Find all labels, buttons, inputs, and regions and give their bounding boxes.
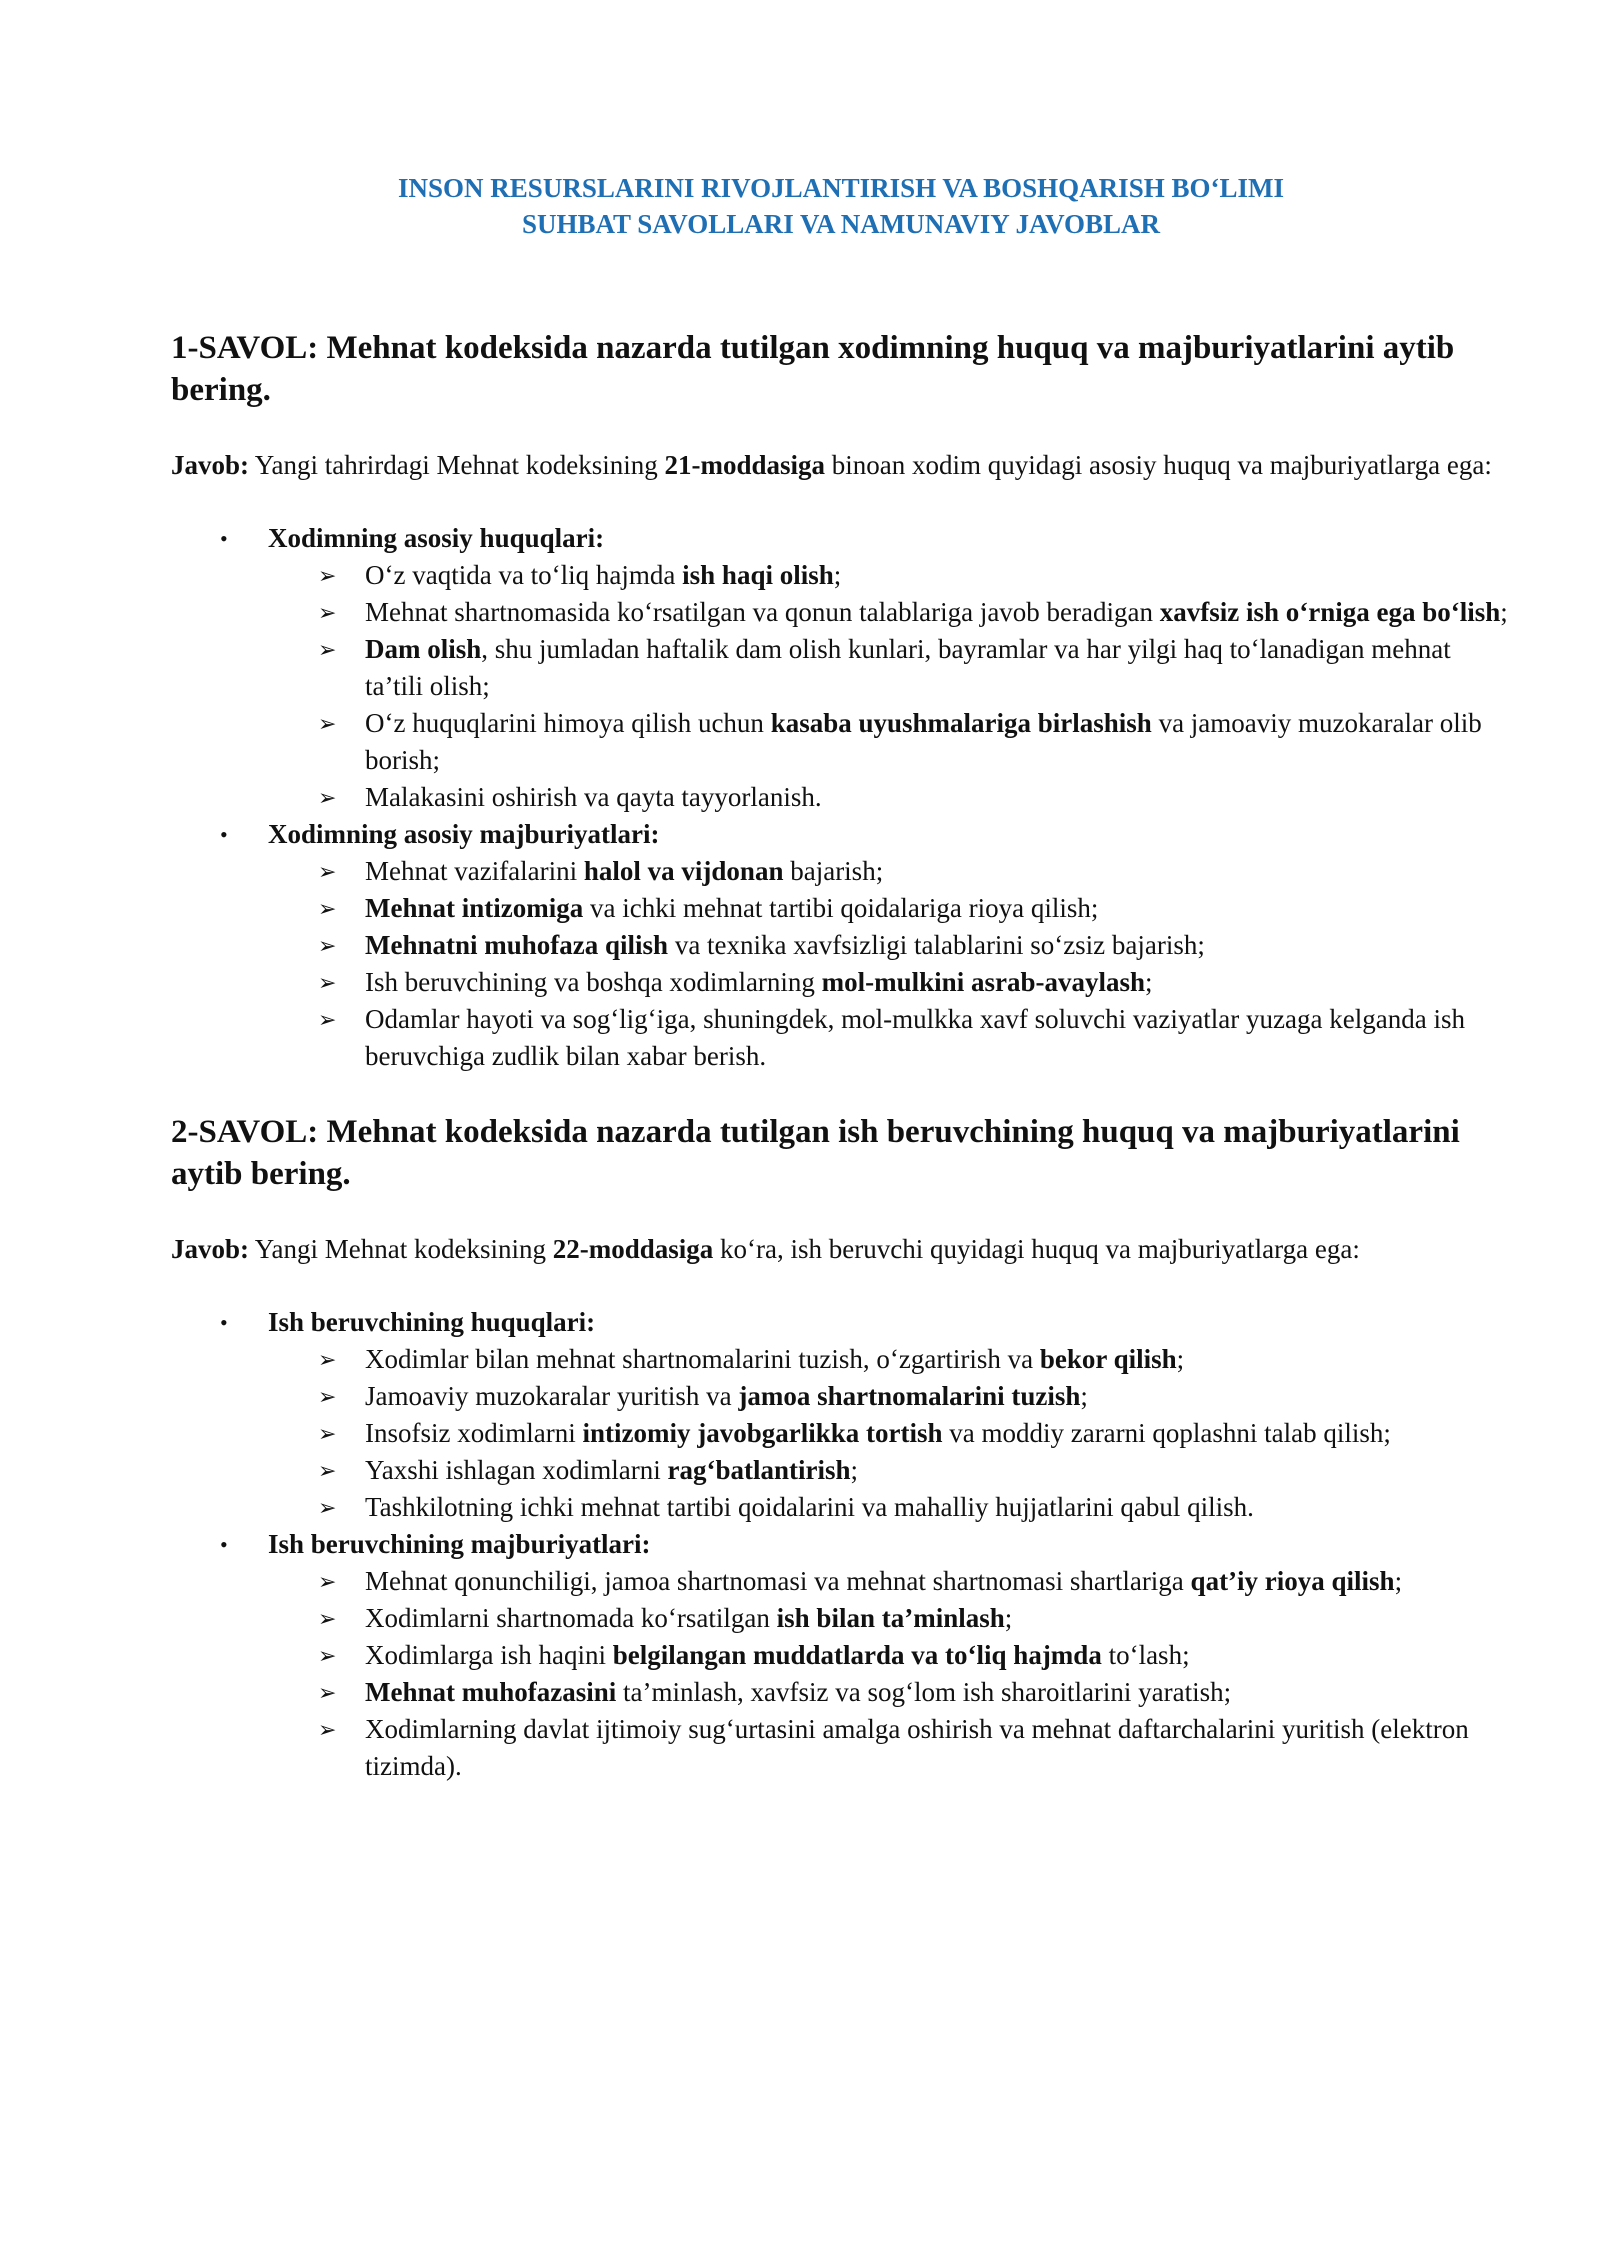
list-item-text: Mehnat vazifalarini <box>365 856 584 886</box>
arrow-bullet-icon: ➢ <box>318 637 337 662</box>
list-item-emphasis: Dam olish <box>365 634 482 664</box>
arrow-bullet-icon: ➢ <box>318 1458 337 1483</box>
arrow-bullet-icon: ➢ <box>318 1569 337 1594</box>
arrow-bullet-icon: ➢ <box>318 1421 337 1446</box>
answer-emphasis: 21-moddasiga <box>664 450 826 480</box>
list-item-text: Xodimlarni shartnomada ko‘rsatilgan <box>365 1603 777 1633</box>
list-item-text: Odamlar hayoti va sog‘lig‘iga, shuningdek, mol-mulkka xavf soluvchi vaziyatlar yuzaga kelganda ish beruvchiga zudlik bilan xabar berish. <box>365 1004 1465 1071</box>
arrow-bullet-icon: ➢ <box>318 711 337 736</box>
list-item <box>268 1378 1511 1415</box>
list-item <box>268 1711 1511 1785</box>
list-item <box>268 1001 1511 1075</box>
arrow-bullet-icon: ➢ <box>318 1007 337 1032</box>
question-2-heading: 2-SAVOL: Mehnat kodeksida nazarda tutilgan ish beruvchining huquq va majburiyatlarini aytib bering. <box>171 1114 1460 1192</box>
arrow-bullet-icon: ➢ <box>318 1384 337 1409</box>
arrow-bullet-icon: ➢ <box>318 785 337 810</box>
list-item-text: bajarish; <box>783 856 884 886</box>
list-item <box>268 557 1511 594</box>
arrow-bullet-icon: ➢ <box>318 563 337 588</box>
list-item-text: va ichki mehnat tartibi qoidalariga rioya qilish; <box>583 893 1099 923</box>
bullet-heading: Ish beruvchining majburiyatlari: <box>268 1529 651 1559</box>
list-item-text: , shu jumladan haftalik dam olish kunlari, bayramlar va har yilgi haq to‘lanadigan mehnat ta’tili olish; <box>365 634 1451 701</box>
bullet-item-employer-duties <box>171 1526 1511 1785</box>
question-1-answer <box>171 447 1511 484</box>
bullet-item-employee-rights <box>171 520 1511 816</box>
question-2-bullet-list <box>171 1304 1511 1785</box>
employee-rights-list <box>268 557 1511 816</box>
list-item-text: Xodimlarga ish haqini <box>365 1640 613 1670</box>
arrow-bullet-icon: ➢ <box>318 1680 337 1705</box>
answer-text: Yangi Mehnat kodeksining <box>249 1234 553 1264</box>
arrow-bullet-icon: ➢ <box>318 859 337 884</box>
list-item-emphasis: jamoa shartnomalarini tuzish <box>738 1381 1081 1411</box>
bullet-heading: Xodimning asosiy huquqlari: <box>268 523 605 553</box>
answer-text: ko‘ra, ish beruvchi quyidagi huquq va majburiyatlarga ega: <box>713 1234 1360 1264</box>
bullet-dot-icon: • <box>220 1532 228 1557</box>
list-item-text: ; <box>1004 1603 1013 1633</box>
list-item-text: ; <box>850 1455 859 1485</box>
list-item-text: Tashkilotning ichki mehnat tartibi qoidalarini va mahalliy hujjatlarini qabul qilish. <box>365 1492 1254 1522</box>
list-item <box>268 1600 1511 1637</box>
list-item-text: Mehnat shartnomasida ko‘rsatilgan va qonun talablariga javob beradigan <box>365 597 1160 627</box>
arrow-bullet-icon: ➢ <box>318 896 337 921</box>
list-item-emphasis: ish haqi olish <box>682 560 834 590</box>
arrow-bullet-icon: ➢ <box>318 1717 337 1742</box>
bullet-dot-icon: • <box>220 822 228 847</box>
employer-rights-list <box>268 1341 1511 1526</box>
employee-duties-list <box>268 853 1511 1075</box>
list-item-emphasis: bekor qilish <box>1039 1344 1177 1374</box>
list-item-text: Mehnat qonunchiligi, jamoa shartnomasi va mehnat shartnomasi shartlariga <box>365 1566 1191 1596</box>
list-item-text: ; <box>1080 1381 1088 1411</box>
list-item-text: ; <box>1144 967 1153 997</box>
list-item <box>268 594 1511 631</box>
list-item-emphasis: mol-mulkini asrab-avaylash <box>821 967 1145 997</box>
list-item <box>268 890 1511 927</box>
list-item-emphasis: kasaba uyushmalariga birlashish <box>770 708 1152 738</box>
list-item-text: ; <box>833 560 842 590</box>
list-item-text: Xodimlar bilan mehnat shartnomalarini tuzish, o‘zgartirish va <box>365 1344 1040 1374</box>
arrow-bullet-icon: ➢ <box>318 1495 337 1520</box>
list-item-emphasis: halol va vijdonan <box>583 856 784 886</box>
list-item <box>268 1415 1511 1452</box>
list-item <box>268 964 1511 1001</box>
list-item-emphasis: xavfsiz ish o‘rniga ega bo‘lish <box>1159 597 1501 627</box>
list-item-text: ; <box>1500 597 1508 627</box>
list-item-emphasis: Mehnat muhofazasini <box>365 1677 617 1707</box>
list-item-emphasis: Mehnat intizomiga <box>365 893 584 923</box>
list-item-text: Ish beruvchining va boshqa xodimlarning <box>365 967 822 997</box>
list-item-emphasis: ish bilan ta’minlash <box>776 1603 1005 1633</box>
question-1-section <box>171 327 1511 1075</box>
question-1-bullet-list <box>171 520 1511 1075</box>
list-item-text: to‘lash; <box>1101 1640 1190 1670</box>
list-item-text: Yaxshi ishlagan xodimlarni <box>365 1455 668 1485</box>
document-title-line-2: SUHBAT SAVOLLARI VA NAMUNAVIY JAVOBLAR <box>521 209 1161 239</box>
list-item-text: va texnika xavfsizligi talablarini so‘zsiz bajarish; <box>668 930 1205 960</box>
list-item-text: Jamoaviy muzokaralar yuritish va <box>365 1381 739 1411</box>
question-2-answer <box>171 1231 1511 1268</box>
question-1-heading: 1-SAVOL: Mehnat kodeksida nazarda tutilgan xodimning huquq va majburiyatlarini aytib bering. <box>171 330 1455 408</box>
bullet-item-employer-rights <box>171 1304 1511 1526</box>
list-item-emphasis: qat’iy rioya qilish <box>1190 1566 1395 1596</box>
list-item-emphasis: belgilangan muddatlarda va to‘liq hajmda <box>612 1640 1102 1670</box>
list-item <box>268 705 1511 779</box>
bullet-dot-icon: • <box>220 1310 228 1335</box>
list-item-text: va jamoaviy muzokaralar olib borish; <box>365 708 1482 775</box>
list-item <box>268 1341 1511 1378</box>
list-item-text: ; <box>1394 1566 1403 1596</box>
arrow-bullet-icon: ➢ <box>318 1347 337 1372</box>
arrow-bullet-icon: ➢ <box>318 1643 337 1668</box>
answer-text: Yangi tahrirdagi Mehnat kodeksining <box>249 450 665 480</box>
question-2-section <box>171 1111 1511 1785</box>
list-item-text: ta’minlash, xavfsiz va sog‘lom ish sharoitlarini yaratish; <box>616 1677 1232 1707</box>
list-item-text: Insofsiz xodimlarni <box>365 1418 583 1448</box>
list-item-text: ; <box>1176 1344 1185 1374</box>
list-item <box>268 1452 1511 1489</box>
list-item-emphasis: Mehnatni muhofaza qilish <box>365 930 669 960</box>
arrow-bullet-icon: ➢ <box>318 600 337 625</box>
document-title-line-1: INSON RESURSLARINI RIVOJLANTIRISH VA BOSHQARISH BO‘LIMI <box>398 173 1284 203</box>
arrow-bullet-icon: ➢ <box>318 1606 337 1631</box>
bullet-dot-icon: • <box>220 526 228 551</box>
list-item-text: va moddiy zararni qoplashni talab qilish; <box>942 1418 1391 1448</box>
list-item-emphasis: intizomiy javobgarlikka tortish <box>582 1418 943 1448</box>
answer-text: binoan xodim quyidagi asosiy huquq va majburiyatlarga ega: <box>825 450 1492 480</box>
arrow-bullet-icon: ➢ <box>318 933 337 958</box>
bullet-heading: Ish beruvchining huquqlari: <box>268 1307 596 1337</box>
bullet-heading: Xodimning asosiy majburiyatlari: <box>268 819 660 849</box>
list-item-emphasis: rag‘batlantirish <box>667 1455 851 1485</box>
answer-label: Javob: <box>171 1234 250 1264</box>
list-item <box>268 779 1511 816</box>
list-item-text: Malakasini oshirish va qayta tayyorlanish. <box>365 782 822 812</box>
list-item <box>268 1674 1511 1711</box>
answer-emphasis: 22-moddasiga <box>552 1234 714 1264</box>
list-item <box>268 631 1511 705</box>
list-item <box>268 927 1511 964</box>
list-item-text: Xodimlarning davlat ijtimoiy sug‘urtasini amalga oshirish va mehnat daftarchalarini yuritish (elektron tizimda). <box>365 1714 1469 1781</box>
list-item <box>268 853 1511 890</box>
employer-duties-list <box>268 1563 1511 1785</box>
list-item-text: O‘z vaqtida va to‘liq hajmda <box>365 560 683 590</box>
list-item <box>268 1489 1511 1526</box>
bullet-item-employee-duties <box>171 816 1511 1075</box>
list-item <box>268 1637 1511 1674</box>
arrow-bullet-icon: ➢ <box>318 970 337 995</box>
list-item <box>268 1563 1511 1600</box>
list-item-text: O‘z huquqlarini himoya qilish uchun <box>365 708 771 738</box>
answer-label: Javob: <box>171 450 250 480</box>
document-page <box>171 170 1511 1785</box>
